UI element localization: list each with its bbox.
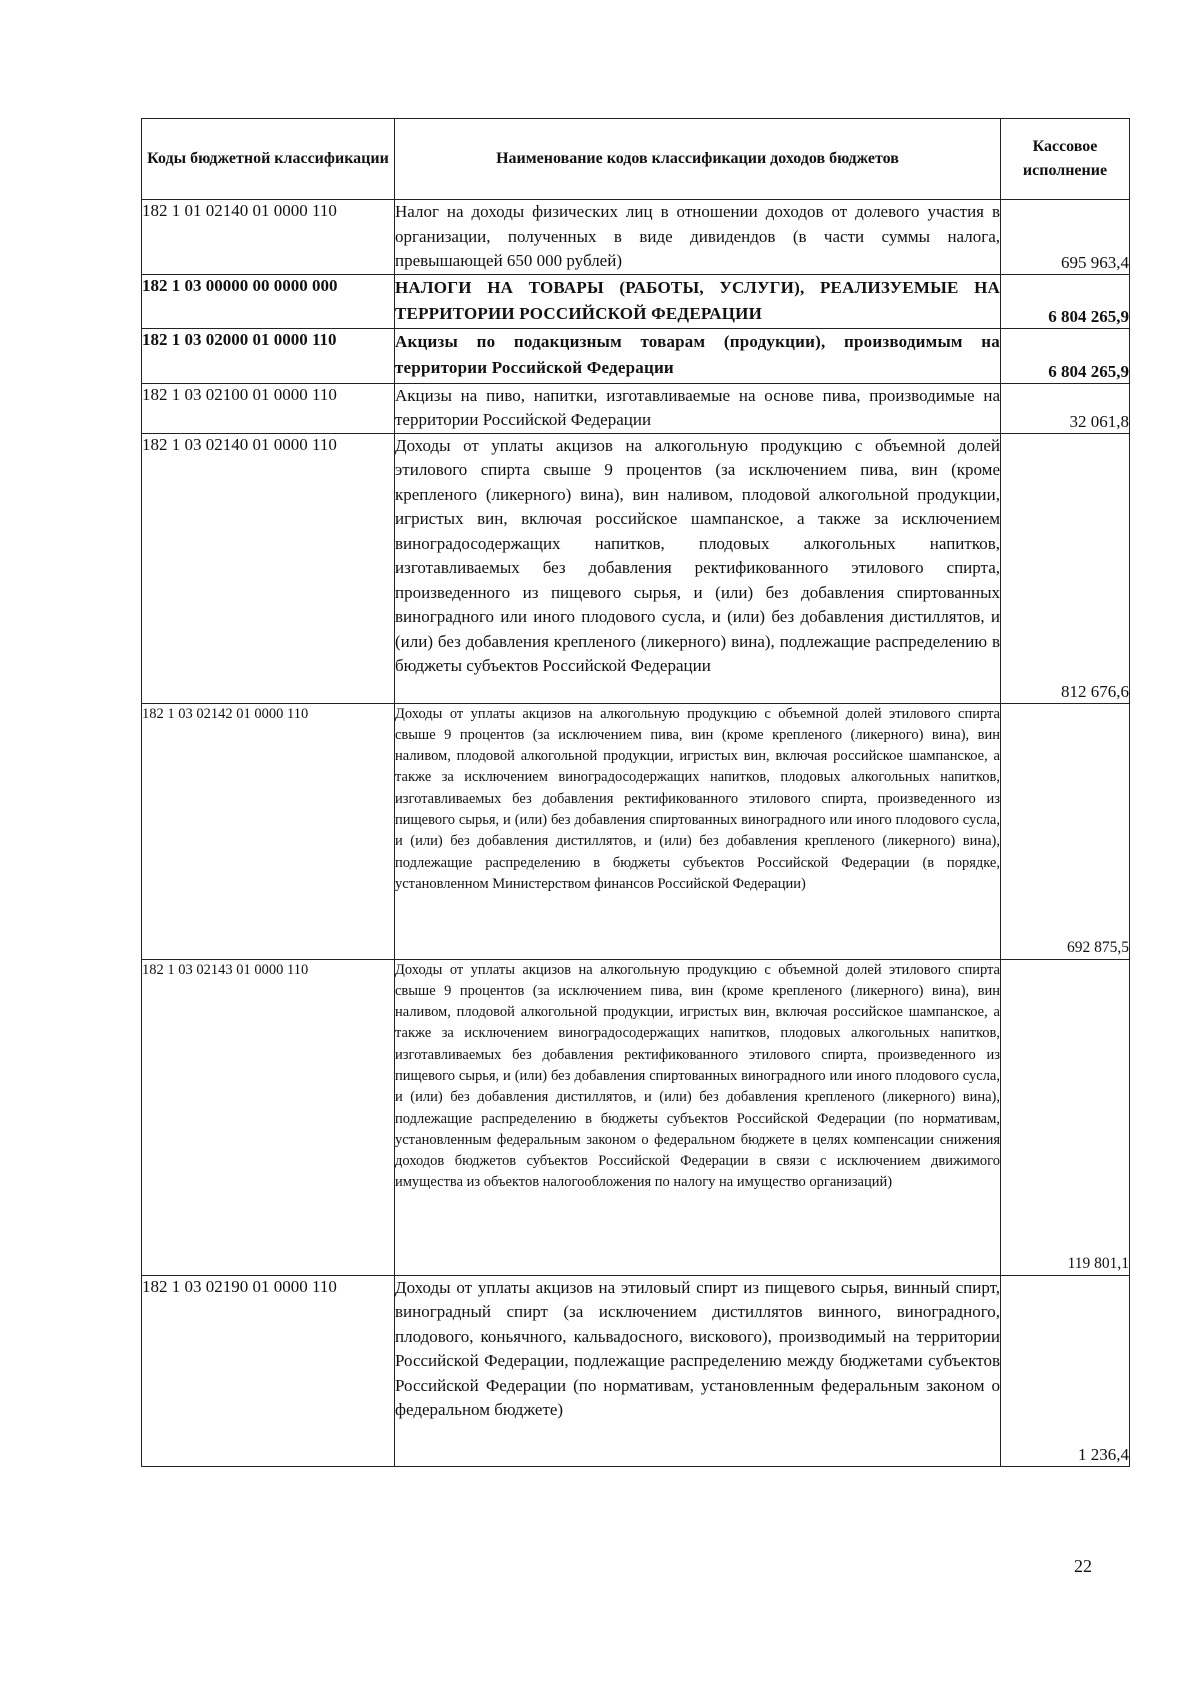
cell-name: Акцизы на пиво, напитки, изготавливаемые на основе пива, производимые на территории Российской Федерации <box>395 383 1001 433</box>
table-row <box>142 703 1130 959</box>
budget-revenue-table <box>141 118 1130 1467</box>
cell-name: НАЛОГИ НА ТОВАРЫ (РАБОТЫ, УСЛУГИ), РЕАЛИЗУЕМЫЕ НА ТЕРРИТОРИИ РОССИЙСКОЙ ФЕДЕРАЦИИ <box>395 274 1001 328</box>
cell-name: Акцизы по подакцизным товарам (продукции), производимым на территории Российской Федерации <box>395 328 1001 383</box>
table-row <box>142 1275 1130 1466</box>
cell-name: Доходы от уплаты акцизов на алкогольную продукцию с объемной долей этилового спирта свыше 9 процентов (за исключением пива, вин (кроме крепленого (ликерного) вина), вин наливом, плодовой алкогольной продукции, игристых вин, включая российское шампанское, а также за исключением виноградосодержащих напитков, плодовых алкогольных напитков, изготавливаемых без добавления ректификованного этилового спирта, произведенного из пищевого сырья, и (или) без добавления спиртованных виноградного или иного плодового сусла, и (или) без добавления дистиллятов, и (или) без добавления крепленого (ликерного) вина), подлежащие распределению в бюджеты субъектов Российской Федерации (по нормативам, установленным федеральным законом о федеральном бюджете в целях компенсации снижения доходов бюджетов субъектов Российской Федерации в связи с исключением движимого имущества из объектов налогообложения по налогу на имущество организаций) <box>395 959 1001 1275</box>
cell-code: 182 1 03 02143 01 0000 110 <box>142 959 395 1275</box>
table-row <box>142 959 1130 1275</box>
header-code: Коды бюджетной классификации <box>142 119 395 200</box>
header-sum: Кассовое исполнение <box>1001 119 1130 200</box>
cell-sum: 119 801,1 <box>1001 959 1130 1275</box>
table-header-row <box>142 119 1130 200</box>
table-row <box>142 383 1130 433</box>
cell-sum: 812 676,6 <box>1001 433 1130 703</box>
cell-name: Доходы от уплаты акцизов на алкогольную продукцию с объемной долей этилового спирта свыше 9 процентов (за исключением пива, вин (кроме крепленого (ликерного) вина), вин наливом, плодовой алкогольной продукции, игристых вин, включая российское шампанское, а также за исключением виноградосодержащих напитков, плодовых алкогольных напитков, изготавливаемых без добавления ректификованного этилового спирта, произведенного из пищевого сырья, и (или) без добавления спиртованных виноградного или иного плодового сусла, и (или) без добавления дистиллятов, и (или) без добавления крепленого (ликерного) вина), подлежащие распределению в бюджеты субъектов Российской Федерации <box>395 433 1001 703</box>
cell-code: 182 1 03 02100 01 0000 110 <box>142 383 395 433</box>
cell-sum: 32 061,8 <box>1001 383 1130 433</box>
page-number: 22 <box>1074 1556 1092 1576</box>
cell-sum: 6 804 265,9 <box>1001 328 1130 383</box>
cell-name: Доходы от уплаты акцизов на алкогольную продукцию с объемной долей этилового спирта свыше 9 процентов (за исключением пива, вин (кроме крепленого (ликерного) вина), вин наливом, плодовой алкогольной продукции, игристых вин, включая российское шампанское, а также за исключением виноградосодержащих напитков, плодовых алкогольных напитков, изготавливаемых без добавления ректификованного этилового спирта, произведенного из пищевого сырья, и (или) без добавления спиртованных виноградного или иного плодового сусла, и (или) без добавления дистиллятов, и (или) без добавления крепленого (ликерного) вина), подлежащие распределению в бюджеты субъектов Российской Федерации (в порядке, установленном Министерством финансов Российской Федерации) <box>395 703 1001 959</box>
cell-name: Налог на доходы физических лиц в отношении доходов от долевого участия в организации, полученных в виде дивидендов (в части суммы налога, превышающей 650 000 рублей) <box>395 200 1001 275</box>
cell-sum: 692 875,5 <box>1001 703 1130 959</box>
cell-sum: 6 804 265,9 <box>1001 274 1130 328</box>
cell-name: Доходы от уплаты акцизов на этиловый спирт из пищевого сырья, винный спирт, виноградный спирт (за исключением дистиллятов винного, виноградного, плодового, коньячного, кальвадосного, вискового), производимый на территории Российской Федерации, подлежащие распределению между бюджетами субъектов Российской Федерации (по нормативам, установленным федеральным законом о федеральном бюджете) <box>395 1275 1001 1466</box>
cell-code: 182 1 03 02140 01 0000 110 <box>142 433 395 703</box>
cell-code: 182 1 03 02000 01 0000 110 <box>142 328 395 383</box>
table-row <box>142 433 1130 703</box>
cell-sum: 1 236,4 <box>1001 1275 1130 1466</box>
header-name: Наименование кодов классификации доходов бюджетов <box>395 119 1001 200</box>
cell-code: 182 1 01 02140 01 0000 110 <box>142 200 395 275</box>
cell-code: 182 1 03 00000 00 0000 000 <box>142 274 395 328</box>
table-row <box>142 328 1130 383</box>
cell-sum: 695 963,4 <box>1001 200 1130 275</box>
cell-code: 182 1 03 02190 01 0000 110 <box>142 1275 395 1466</box>
table-row <box>142 200 1130 275</box>
cell-code: 182 1 03 02142 01 0000 110 <box>142 703 395 959</box>
table-row <box>142 274 1130 328</box>
